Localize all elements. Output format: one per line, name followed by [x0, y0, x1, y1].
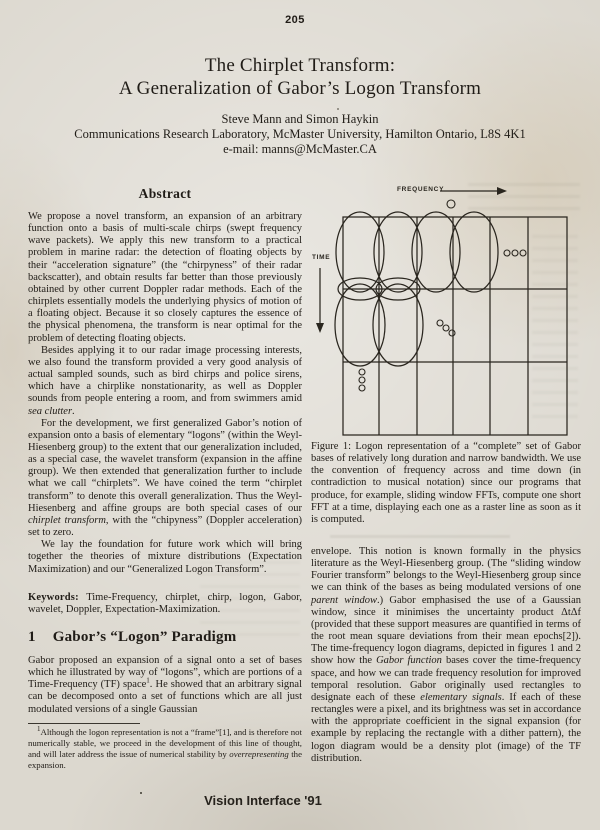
title-line-1: The Chirplet Transform: [204, 55, 396, 76]
abstract-paragraph-2: Besides applying it to our radar image processing interests, we also found the transform provided a very good analysis of actual sampled sounds, such as bird chirps and police sirens, which have a chirplike nonstationarity, as well as Doppler sounds from people entering a room, and from swimmers amid sea clutter. [28, 344, 302, 417]
section-1-title: Gabor’s “Logon” Paradigm [52, 629, 237, 645]
scan-bleedthrough-artifact [330, 531, 510, 542]
abstract-paragraph-3: For the development, we first generalized Gabor’s notion of expansion onto a basis of elementary “logons” (within the Weyl-Hiesenberg group) to the extent that our generalization included, as a special case, the wavelet transform (expansion in the affine group). We then extended that generalization further to include what we call “chirplets”. We have coined the term “chirplet transform” to denote this overall generalization. Thus the Weyl-Hiesenberg and affine groups are both special cases of our chirplet transform, with the “chipyness” (Doppler acceleration) set to zero. [28, 417, 302, 539]
footnote-rule [28, 723, 140, 724]
footnote-text: $^1$Although the logon representation is not a “frame”[1], and is therefore not numerically stable, we proceed in the development of this line of thought, and will later address the issue of numerical stability by overrepresenting the expansion. [28, 724, 302, 771]
abstract-paragraph-1: We propose a novel transform, an expansion of an arbitrary function onto a basis of multi-scale chirps (swept frequency wave packets). We apply this new transform to a practical problem in marine radar: the detection of floating objects by their “acceleration signature” (the “chirpyness” of their radar backscatter), and obtain results far better than those previously obtained by other current Doppler radar methods. Each of the chirplets essentially models the underlying physics of motion of a floating object. Because it so closely captures the essence of the physical phenomena, the transform is near optimal for the problem of detecting floating objects. [28, 211, 302, 344]
proceedings-footer: Vision Interface '91 [204, 793, 322, 808]
figure-1 [311, 178, 581, 442]
left-column [28, 186, 302, 772]
keywords-text: Time-Frequency, chirplet, chirp, logon, Gabor, wavelet, Doppler, Expectation-Maximization. [28, 591, 302, 615]
title-line-2: A Generalization of Gabor’s Logon Transform [118, 78, 482, 99]
figure-1-caption: Figure 1: Logon representation of a “complete” set of Gabor bases of relatively long duration and narrow bandwidth. We use the convention of frequency across and time down (in contradiction to musical notation) since our programs that produce, for example, sliding window FFTs, compute one short FFT at a time, displaying each one as a raster line as soon as it is computed. [311, 441, 581, 525]
authors: Steve Mann and Simon Haykin [221, 112, 379, 126]
keywords-label: Keywords: [28, 591, 79, 603]
scan-speck [337, 108, 339, 110]
section-1-heading [28, 629, 302, 646]
frequency-axis-label: FREQUENCY [397, 186, 445, 193]
abstract-heading: Abstract [138, 186, 192, 201]
affiliation: Communications Research Laboratory, McMaster University, Hamilton Ontario, L8S 4K1 [74, 127, 526, 141]
paper-title [0, 54, 600, 100]
scan-speck [140, 792, 142, 794]
page-number: 205 [285, 14, 305, 26]
email-line: e-mail: manns@McMaster.CA [223, 142, 377, 156]
section-1-number: 1 [28, 629, 36, 645]
right-column-paragraph: envelope. This notion is known formally in the physics literature as the Weyl-Hiesenberg group. (The “sliding window Fourier transform” belongs to the Weyl-Hiesenberg group since we can think of the bases as being modulated versions of one parent window.) Gabor emphasised the use of a Gaussian window, since it minimises the uncertainty product ΔtΔf (provided that these support measures are quantified in terms of the root mean square deviations from their mean epochs[2]). The time-frequency logon diagrams, depicted in figures 1 and 2 show how the Gabor function bases cover the time-frequency space, and how we can trade frequency resolution for improved temporal resolution. Gabor originally used rectangles to designate each of these elementary signals. If each of these rectangles were a pixel, and its brightness was set in accordance with the appropriate coefficient in the signal expansion (for example by replacing the rectangle with a dither pattern), the logon diagram would be a density plot (image) of the TF distribution. [311, 546, 581, 764]
section-1-paragraph: Gabor proposed an expansion of a signal onto a set of bases which he illustrated by way of “logons”, which are portions of a Time-Frequency (TF) space$^1$. He showed that an arbitrary signal can be decomposed onto a set of functions which are all just modulated versions of a single Gaussian [28, 655, 302, 715]
logon-diagram [311, 178, 581, 440]
paper-header [0, 54, 600, 157]
abstract-paragraph-4: We lay the foundation for future work which will bring together the theories of mixture distributions (Expectation Maximization) and our “Generalized Logon Transform”. [28, 539, 302, 575]
time-axis-label: TIME [312, 254, 331, 261]
keywords-line [28, 592, 302, 616]
